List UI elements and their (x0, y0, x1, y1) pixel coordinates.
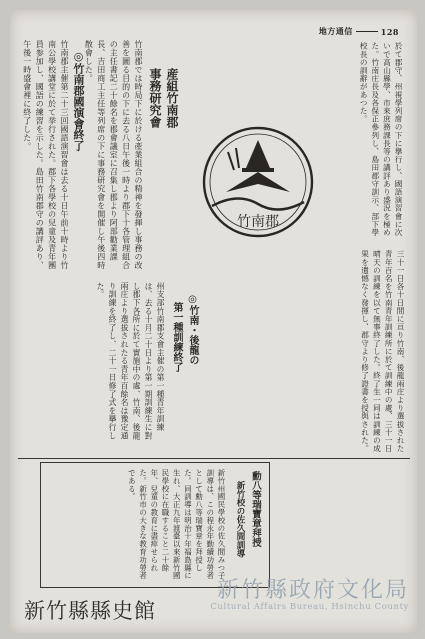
article2-title: ◎竹南郡國演會終了 (72, 50, 85, 151)
bureau-watermark-en: Cultural Affairs Bureau, Hsinchu County (210, 602, 409, 612)
article3-title-line2: 第一種訓練終了 (171, 302, 182, 372)
header-rule (356, 31, 378, 32)
article1-title-line2: 事務研究會 (148, 68, 162, 128)
header-section: 地方通信 (318, 26, 353, 36)
page-header (319, 26, 399, 37)
article1-title-line1: 産組竹南郡 (165, 68, 179, 128)
page-number: 128 (380, 26, 399, 37)
seal-stamp-icon (198, 122, 318, 242)
article1-body: 竹南郡では時局下に於ける產業組合の精神を發揮し事務の改善を圖る目的の下に去る八日午後一時より郡下十各管理組合の主任書記二十餘名を郡會議室に召集し郡より阿部勸業課長、吉田商工主任等列席の下に事務研究會を開催し午後四時散會した。 (84, 40, 143, 270)
center-column-text: 三十一日各十日間に亘り竹南、後龍兩庄より選拔された青年百名を竹南青年訓練所に於て訓練中の處、三十一日晴天の訓練を以て無事終了した。終了生一同は訓練の成果を遺憾なく發揮し、郡守より修了證書を授與された。 (360, 250, 405, 453)
boxed-notice (40, 462, 270, 588)
article3-title-line1: ◎竹南・後龍の (187, 294, 198, 365)
section-divider (18, 458, 410, 459)
bureau-watermark: 新竹縣政府文化局 (216, 578, 409, 603)
boxed-body: 新竹州國民學校の佐久間みつ子訓導は、この程永年勤續功勞者として勳八等瑞寶章を拜授した。同訓導は明治十年福島縣に生れ、大正九年渡臺以來新竹國民學校に在職すること二十餘年、兒童の教育に盡瘁せられた。新竹市の大きな教育功勞者である。 (127, 469, 226, 580)
archive-logo-watermark: 新竹縣縣史館 (24, 599, 156, 623)
document-page (10, 10, 417, 633)
right-column-text: 於て郡守、州視學列席の下に擧行し、國語演習會に次いで高山縣學、市來庶務課長等の講評あり盛況を極めた。竹南庄長及各保正參列し、島田郡守訓示、部下學校長の訓辭があつた。 (359, 42, 403, 237)
boxed-title: 勳八等瑞寶章拜授 (250, 471, 261, 547)
article2-body: 竹南郡主催第二十三回國語演習會は去る十日午前十時より竹南公學校講堂に於て挙行された。郡下各學校の兒童及青年團員参加し、國語の練習を示した。島田竹南郡守の講評あり、午後一時盛會裡に終了した。 (22, 40, 69, 270)
boxed-subtitle: 新竹校の佐久間訓導 (235, 481, 245, 558)
seal-text: 竹南郡 (237, 214, 279, 230)
article3-body: 州支部竹南郡支會主催の第一種青年訓練は、去る十月二十日より第一期訓練生に對し郡下各所に於て實施中の處、竹南、後龍兩庄より選拔されたる青年百餘名は豫定通り訓練を終了し、二十一日修了式を擧行した。 (96, 282, 165, 440)
